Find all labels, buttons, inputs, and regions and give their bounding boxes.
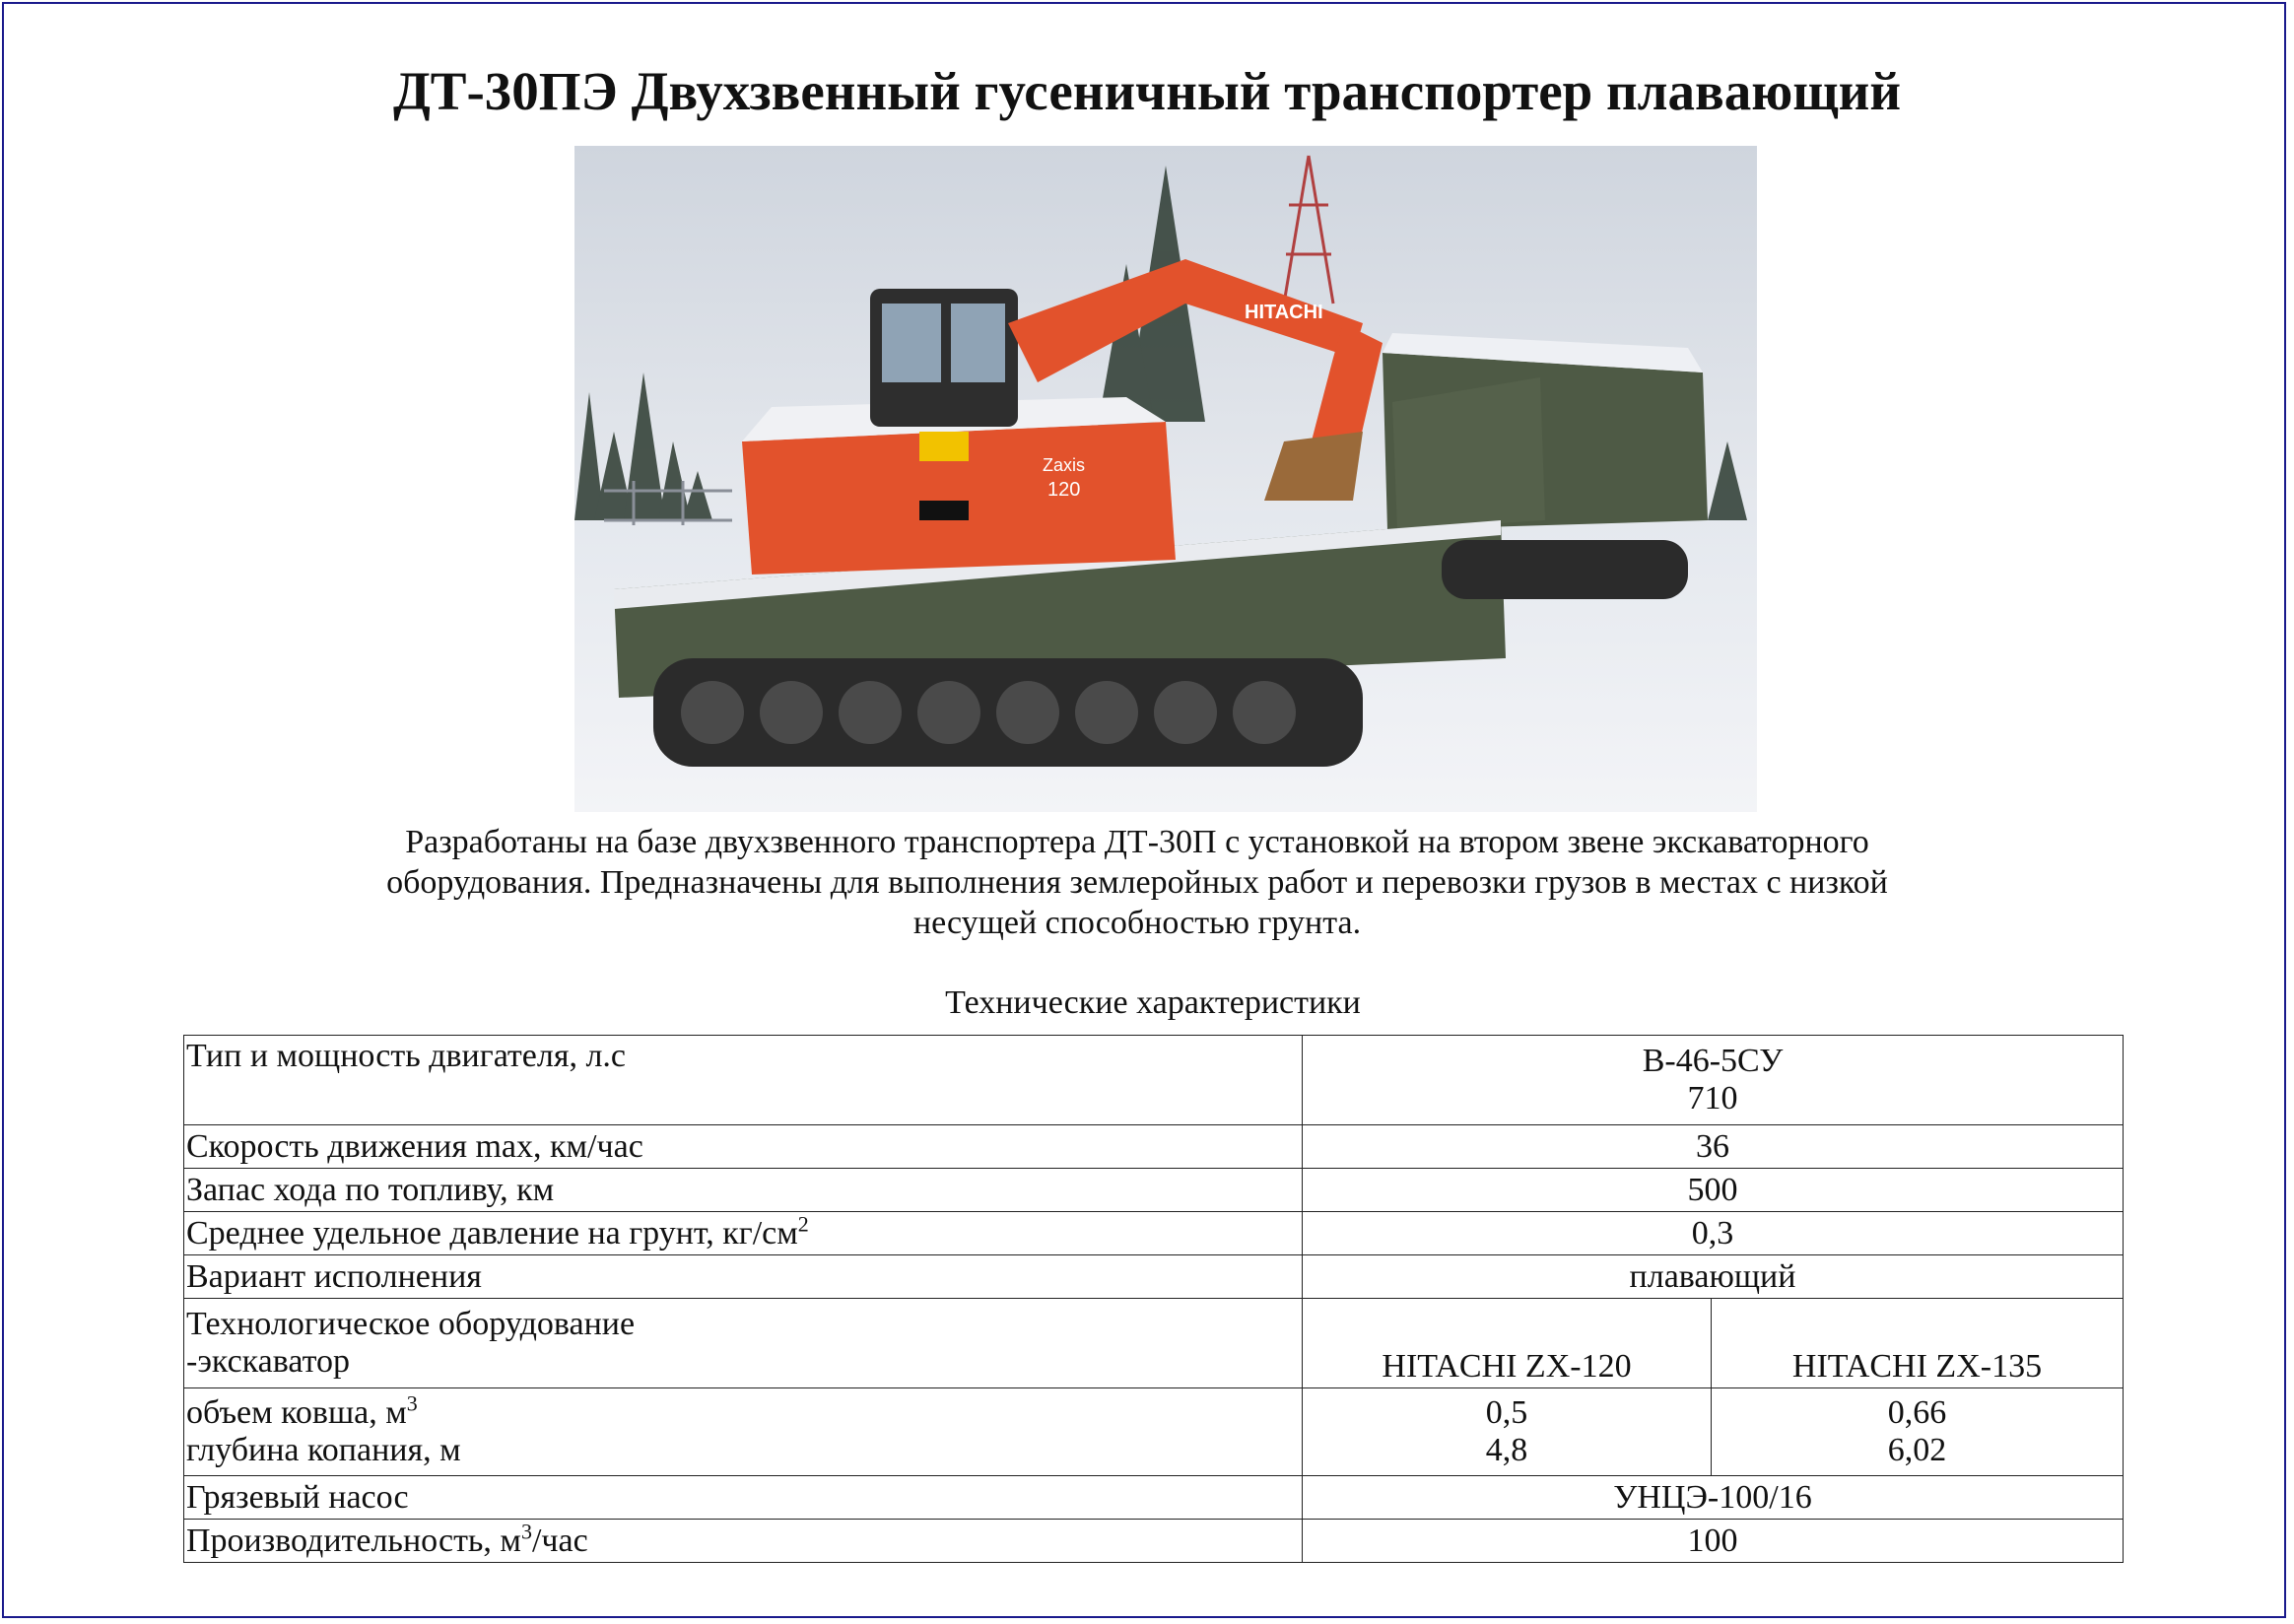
page-title: ДТ-30ПЭ Двухзвенный гусеничный транспортер плавающий (392, 61, 1902, 121)
bucket-volume-value: 0,66 (1887, 1394, 1947, 1431)
param-value (1303, 1036, 2124, 1125)
param-label: Тип и мощность двигателя, л.с (184, 1036, 1303, 1125)
pressure-label: Среднее удельное давление на грунт, кг/см (186, 1214, 798, 1252)
specs-table (183, 1035, 2124, 1563)
table-row (184, 1299, 2124, 1388)
superscript: 2 (797, 1211, 809, 1237)
excavator-transporter-image (574, 146, 1757, 812)
superscript: 3 (520, 1519, 532, 1544)
table-row (184, 1212, 2124, 1255)
label-text: /час (531, 1522, 588, 1559)
dig-depth-value: 6,02 (1887, 1432, 1947, 1468)
param-label: Скорость движения max, км/час (184, 1125, 1303, 1169)
engine-power: 710 (1687, 1080, 1738, 1116)
bucket-volume-value: 0,5 (1485, 1394, 1528, 1431)
table-row (184, 1125, 2124, 1169)
param-label: Запас хода по топливу, км (184, 1169, 1303, 1212)
table-row (184, 1036, 2124, 1125)
label-text: Производительность, м (186, 1522, 521, 1559)
param-label (184, 1520, 1303, 1563)
description-line: несущей способностью грунта. (912, 905, 1362, 941)
param-label: Вариант исполнения (184, 1255, 1303, 1299)
table-row (184, 1169, 2124, 1212)
model-badge: Zaxis (1043, 455, 1086, 475)
table-row (184, 1476, 2124, 1520)
superscript: 3 (406, 1390, 418, 1416)
param-value: 100 (1303, 1520, 2124, 1563)
dig-depth-value: 4,8 (1485, 1432, 1528, 1468)
equipment-sublabel: -экскаватор (186, 1343, 350, 1380)
model-number: 120 (1047, 479, 1081, 501)
param-value: 36 (1303, 1125, 2124, 1169)
table-caption: Технические характеристики (945, 984, 1361, 1021)
param-label: Грязевый насос (184, 1476, 1303, 1520)
engine-type: В-46-5СУ (1642, 1043, 1784, 1079)
product-photo (574, 146, 1757, 812)
hitachi-logo: HITACHI (1245, 302, 1323, 323)
param-label (184, 1299, 1303, 1388)
param-value: 0,3 (1303, 1212, 2124, 1255)
model-cell: HITACHI ZX-135 (1712, 1299, 2124, 1388)
model-cell: HITACHI ZX-120 (1303, 1299, 1712, 1388)
table-row (184, 1520, 2124, 1563)
product-description (187, 822, 2087, 943)
table-row (184, 1255, 2124, 1299)
param-value (1303, 1388, 1712, 1476)
param-label (184, 1388, 1303, 1476)
equipment-label: Технологическое оборудование (186, 1306, 636, 1342)
param-value: плавающий (1303, 1255, 2124, 1299)
table-row (184, 1388, 2124, 1476)
dig-depth-label: глубина копания, м (186, 1432, 461, 1468)
param-value (1712, 1388, 2124, 1476)
param-value: 500 (1303, 1169, 2124, 1212)
description-line: оборудования. Предназначены для выполнения землеройных работ и перевозки грузов в местах с низкой (386, 864, 1888, 901)
param-label (184, 1212, 1303, 1255)
description-line: Разработаны на базе двухзвенного транспортера ДТ-30П с установкой на втором звене экскаваторного (405, 824, 1869, 860)
bucket-volume-label (186, 1390, 1300, 1432)
param-value: УНЦЭ-100/16 (1303, 1476, 2124, 1520)
label-text: объем ковша, м (186, 1394, 407, 1431)
